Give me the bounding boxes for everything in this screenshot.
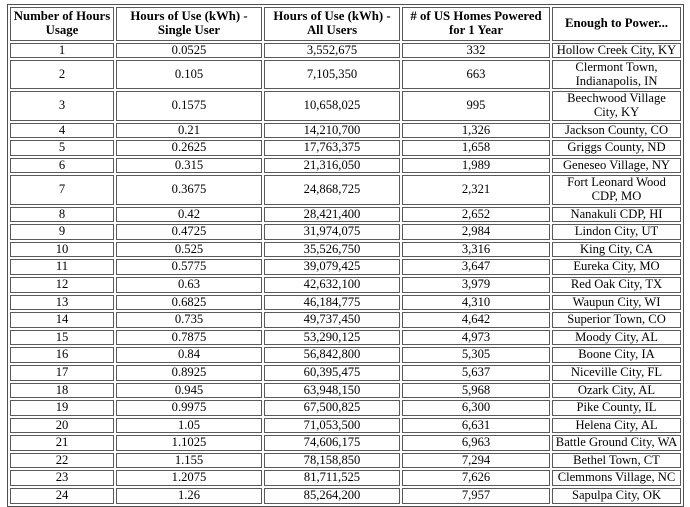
table-cell: 78,158,850 (264, 453, 400, 469)
table-cell: Clemmons Village, NC (552, 470, 681, 486)
table-cell: Ozark City, AL (552, 383, 681, 399)
column-header: # of US Homes Powered for 1 Year (402, 7, 550, 41)
table-row (10, 470, 681, 486)
table-cell: 31,974,075 (264, 224, 400, 240)
table-cell: Lindon City, UT (552, 224, 681, 240)
table-cell: 0.6825 (116, 295, 262, 311)
table-cell: 21,316,050 (264, 158, 400, 174)
table-cell: 5,637 (402, 365, 550, 381)
table-cell: 3,552,675 (264, 43, 400, 59)
table-cell: 63,948,150 (264, 383, 400, 399)
table-row (10, 123, 681, 139)
table-row (10, 453, 681, 469)
table-row (10, 312, 681, 328)
table-cell: 46,184,775 (264, 295, 400, 311)
table-cell: 1,326 (402, 123, 550, 139)
table-cell: 12 (10, 277, 114, 293)
table-cell: 0.0525 (116, 43, 262, 59)
table-cell: Waupun City, WI (552, 295, 681, 311)
table-cell: 0.8925 (116, 365, 262, 381)
table-cell: 10 (10, 242, 114, 258)
table-cell: 71,053,500 (264, 418, 400, 434)
table-cell: 1.2075 (116, 470, 262, 486)
table-cell: 0.42 (116, 207, 262, 223)
table-cell: 1.05 (116, 418, 262, 434)
table-cell: Moody City, AL (552, 330, 681, 346)
table-row (10, 140, 681, 156)
table-cell: Eureka City, MO (552, 259, 681, 275)
table-cell: 24 (10, 488, 114, 504)
table-cell: Bethel Town, CT (552, 453, 681, 469)
table-cell: 4,973 (402, 330, 550, 346)
table-cell: 6,300 (402, 400, 550, 416)
table-row (10, 175, 681, 204)
table-cell: 663 (402, 60, 550, 89)
table-row (10, 435, 681, 451)
table-cell: Griggs County, ND (552, 140, 681, 156)
table-cell: 17,763,375 (264, 140, 400, 156)
table-cell: 3,979 (402, 277, 550, 293)
table-cell: 1,989 (402, 158, 550, 174)
table-cell: 11 (10, 259, 114, 275)
table-cell: 81,711,525 (264, 470, 400, 486)
table-row (10, 365, 681, 381)
table-cell: 9 (10, 224, 114, 240)
table-cell: 332 (402, 43, 550, 59)
table-cell: Beechwood Village City, KY (552, 91, 681, 120)
table-cell: 60,395,475 (264, 365, 400, 381)
column-header: Hours of Use (kWh) - Single User (116, 7, 262, 41)
table-cell: 85,264,200 (264, 488, 400, 504)
table-cell: 7,294 (402, 453, 550, 469)
table-cell: 0.945 (116, 383, 262, 399)
table-row (10, 60, 681, 89)
table-cell: Pike County, IL (552, 400, 681, 416)
table-row (10, 295, 681, 311)
table-row (10, 242, 681, 258)
table-cell: 7 (10, 175, 114, 204)
table-cell: 1.26 (116, 488, 262, 504)
table-cell: 18 (10, 383, 114, 399)
table-cell: 1.155 (116, 453, 262, 469)
table-cell: Nanakuli CDP, HI (552, 207, 681, 223)
table-cell: 0.4725 (116, 224, 262, 240)
table-row (10, 383, 681, 399)
table-cell: 7,105,350 (264, 60, 400, 89)
hours-usage-table (7, 4, 684, 507)
table-cell: 17 (10, 365, 114, 381)
table-cell: 5 (10, 140, 114, 156)
table-cell: 0.2625 (116, 140, 262, 156)
column-header: Hours of Use (kWh) - All Users (264, 7, 400, 41)
table-cell: Jackson County, CO (552, 123, 681, 139)
table-cell: 15 (10, 330, 114, 346)
table-cell: 35,526,750 (264, 242, 400, 258)
table-cell: 0.525 (116, 242, 262, 258)
table-cell: 0.3675 (116, 175, 262, 204)
table-cell: 6 (10, 158, 114, 174)
table-cell: 23 (10, 470, 114, 486)
header-row (10, 7, 681, 41)
table-cell: 1 (10, 43, 114, 59)
table-cell: Geneseo Village, NY (552, 158, 681, 174)
table-cell: 13 (10, 295, 114, 311)
table-cell: 24,868,725 (264, 175, 400, 204)
table-cell: Red Oak City, TX (552, 277, 681, 293)
table-cell: Clermont Town, Indianapolis, IN (552, 60, 681, 89)
table-cell: 1.1025 (116, 435, 262, 451)
table-cell: 0.5775 (116, 259, 262, 275)
table-cell: Sapulpa City, OK (552, 488, 681, 504)
table-cell: 0.7875 (116, 330, 262, 346)
table-body (10, 43, 681, 504)
table-row (10, 347, 681, 363)
column-header: Enough to Power... (552, 7, 681, 41)
table-cell: 16 (10, 347, 114, 363)
table-cell: 3,647 (402, 259, 550, 275)
table-row (10, 488, 681, 504)
table-cell: 2,652 (402, 207, 550, 223)
table-cell: 21 (10, 435, 114, 451)
table-row (10, 259, 681, 275)
table-cell: 0.735 (116, 312, 262, 328)
table-cell: 19 (10, 400, 114, 416)
table-row (10, 400, 681, 416)
table-cell: 2,984 (402, 224, 550, 240)
table-cell: 5,305 (402, 347, 550, 363)
table-cell: Fort Leonard Wood CDP, MO (552, 175, 681, 204)
table-cell: 0.21 (116, 123, 262, 139)
table-cell: 2,321 (402, 175, 550, 204)
table-cell: 0.1575 (116, 91, 262, 120)
table-cell: 4,642 (402, 312, 550, 328)
table-cell: 7,957 (402, 488, 550, 504)
table-cell: 0.63 (116, 277, 262, 293)
table-cell: 20 (10, 418, 114, 434)
table-cell: 53,290,125 (264, 330, 400, 346)
table-row (10, 224, 681, 240)
table-cell: 49,737,450 (264, 312, 400, 328)
table-cell: 56,842,800 (264, 347, 400, 363)
table-cell: Boone City, IA (552, 347, 681, 363)
table-cell: 995 (402, 91, 550, 120)
table-cell: 1,658 (402, 140, 550, 156)
table-cell: 6,963 (402, 435, 550, 451)
table-cell: 0.105 (116, 60, 262, 89)
table-cell: Superior Town, CO (552, 312, 681, 328)
table-cell: 28,421,400 (264, 207, 400, 223)
table-cell: 0.315 (116, 158, 262, 174)
table-cell: Hollow Creek City, KY (552, 43, 681, 59)
table-cell: 7,626 (402, 470, 550, 486)
table-cell: 8 (10, 207, 114, 223)
table-cell: 10,658,025 (264, 91, 400, 120)
table-row (10, 418, 681, 434)
column-header: Number of Hours Usage (10, 7, 114, 41)
table-cell: 14,210,700 (264, 123, 400, 139)
table-cell: 67,500,825 (264, 400, 400, 416)
table-cell: Helena City, AL (552, 418, 681, 434)
table-row (10, 277, 681, 293)
table-cell: 0.9975 (116, 400, 262, 416)
table-cell: 5,968 (402, 383, 550, 399)
table-cell: 39,079,425 (264, 259, 400, 275)
table-cell: 0.84 (116, 347, 262, 363)
table-cell: King City, CA (552, 242, 681, 258)
table-cell: 2 (10, 60, 114, 89)
table-cell: 14 (10, 312, 114, 328)
table-cell: Niceville City, FL (552, 365, 681, 381)
table-cell: 4 (10, 123, 114, 139)
table-row (10, 330, 681, 346)
table-cell: Battle Ground City, WA (552, 435, 681, 451)
table-row (10, 43, 681, 59)
table-cell: 3 (10, 91, 114, 120)
table-cell: 22 (10, 453, 114, 469)
table-row (10, 207, 681, 223)
table-cell: 6,631 (402, 418, 550, 434)
table-row (10, 158, 681, 174)
table-cell: 4,310 (402, 295, 550, 311)
table-cell: 74,606,175 (264, 435, 400, 451)
table-row (10, 91, 681, 120)
table-cell: 3,316 (402, 242, 550, 258)
table-cell: 42,632,100 (264, 277, 400, 293)
